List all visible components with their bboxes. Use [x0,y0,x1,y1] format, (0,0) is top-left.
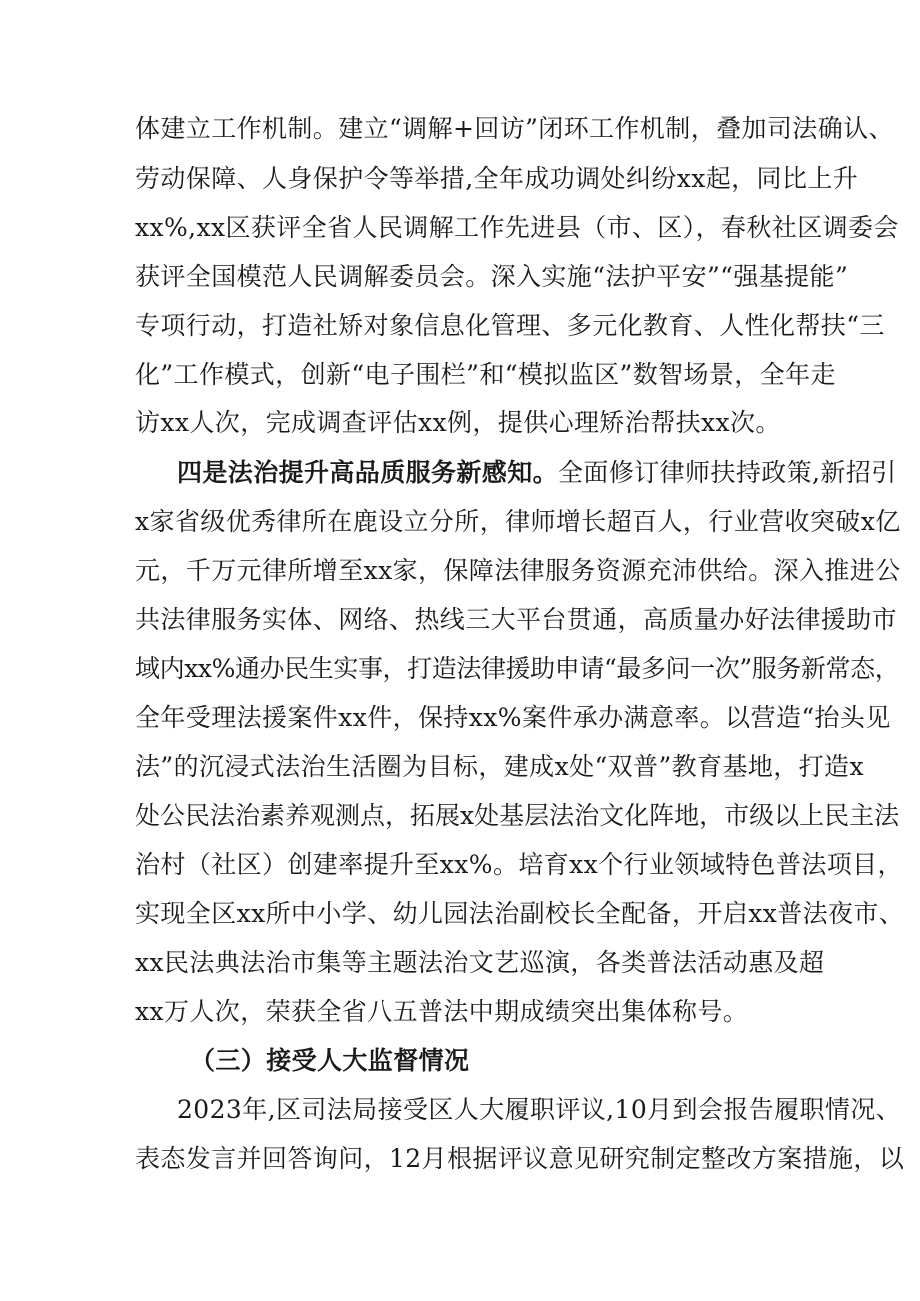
text-line: 法”的沉浸式法治生活圈为目标，建成x处“双普”教育基地，打造x [135,752,864,781]
text-line: xx%,xx区获评全省人民调解工作先进县（市、区），春秋社区调委会 [135,213,899,242]
section-heading: （三）接受人大监督情况 [190,1046,470,1075]
text-line: 化”工作模式，创新“电子围栏”和“模拟监区”数智场景，全年走 [135,360,836,389]
text-line: xx民法典法治市集等主题法治文艺巡演，各类普法活动惠及超 [135,948,825,977]
text-line: x家省级优秀律所在鹿设立分所，律师增长超百人，行业营收突破x亿 [135,507,901,536]
text-line: 处公民法治素养观测点，拓展x处基层法治文化阵地，市级以上民主法 [135,801,900,830]
text-line: 全年受理法援案件xx件，保持xx%案件承办满意率。以营造“抬头见 [135,703,891,732]
text-line: 域内xx%通办民生实事，打造法律援助申请“最多问一次”服务新常态， [135,654,900,683]
text-line: 获评全国模范人民调解委员会。深入实施“法护平安”“强基提能” [135,262,849,291]
text-line: 元，千万元律所增至xx家，保障法律服务资源充沛供给。深入推进公 [135,556,901,585]
text-line: 2023年,区司法局接受区人大履职评议,10月到会报告履职情况、 [177,1095,902,1124]
paragraph-lead-bold: 四是法治提升高品质服务新感知。 [177,458,559,487]
text-line: 治村（社区）创建率提升至xx%。培育xx个行业领域特色普法项目， [135,850,903,879]
text-line: xx万人次，荣获全省八五普法中期成绩突出集体称号。 [135,997,749,1026]
paragraph-lead-line [177,456,897,490]
paragraph-lead-rest: 全面修订律师扶持政策,新招引 [558,458,897,487]
text-line: 专项行动，打造社矫对象信息化管理、多元化教育、人性化帮扶“三 [135,311,885,340]
text-line: 访xx人次，完成调查评估xx例，提供心理矫治帮扶xx次。 [135,408,781,437]
text-line: 实现全区xx所中小学、幼儿园法治副校长全配备，开启xx普法夜市、 [135,899,905,928]
text-line: 劳动保障、人身保护令等举措,全年成功调处纠纷xx起，同比上升 [135,164,859,193]
text-line: 体建立工作机制。建立“调解+回访”闭环工作机制，叠加司法确认、 [135,114,894,143]
text-line: 表态发言并回答询问，12月根据评议意见研究制定整改方案措施，以 [135,1144,905,1173]
text-line: 共法律服务实体、网络、热线三大平台贯通，高质量办好法律援助市 [135,605,898,634]
